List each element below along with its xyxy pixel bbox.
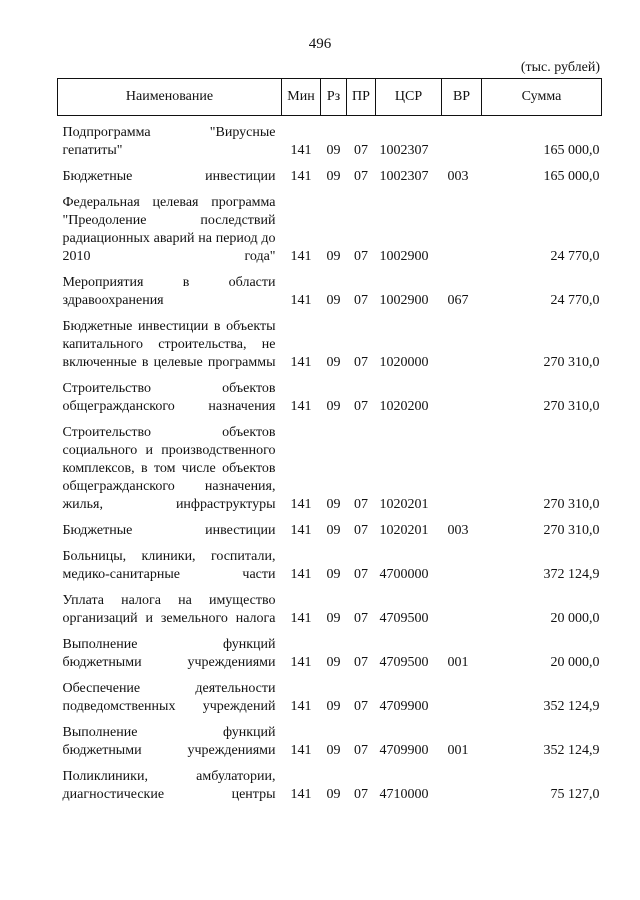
header-min: Мин (282, 79, 321, 116)
row-name: Строительство объектов социального и производственного комплексов, в том числе объектов общегражданского назначения, жилья, инфраструктуры (62, 425, 276, 512)
row-pr: 07 (354, 655, 368, 670)
row-min: 141 (290, 497, 312, 512)
row-name: Федеральная целевая программа "Преодоление последствий радиационных аварий на период до 2010 года" (62, 195, 276, 264)
row-csr: 1020201 (379, 523, 429, 538)
units-label: (тыс. рублей) (520, 60, 600, 75)
row-sum: 270 310,0 (543, 355, 600, 370)
row-csr: 1020000 (379, 355, 429, 370)
table-row (58, 680, 602, 716)
header-vr: ВР (442, 79, 482, 116)
row-rz: 09 (326, 143, 341, 158)
row-vr: 003 (447, 523, 469, 538)
row-pr: 07 (354, 523, 368, 538)
row-rz: 09 (326, 655, 341, 670)
row-csr: 1020201 (379, 497, 429, 512)
row-sum: 75 127,0 (550, 787, 600, 802)
row-min: 141 (290, 699, 312, 714)
row-csr: 4709500 (379, 655, 429, 670)
row-pr: 07 (354, 699, 368, 714)
row-rz: 09 (326, 399, 341, 414)
row-vr: 067 (447, 293, 469, 308)
page-number: 496 (308, 36, 332, 52)
row-csr: 1002900 (379, 293, 429, 308)
row-sum: 24 770,0 (550, 293, 600, 308)
row-csr: 1002307 (379, 143, 429, 158)
row-min: 141 (290, 355, 312, 370)
header-pr: ПР (347, 79, 376, 116)
row-vr (442, 424, 482, 514)
table-row (58, 124, 602, 160)
table-row (58, 522, 602, 540)
row-rz: 09 (326, 743, 341, 758)
row-pr: 07 (354, 567, 368, 582)
row-pr: 07 (354, 169, 368, 184)
row-vr: 001 (447, 655, 469, 670)
row-min: 141 (290, 567, 312, 582)
row-pr: 07 (354, 249, 368, 264)
table-row (58, 636, 602, 672)
row-pr: 07 (354, 611, 368, 626)
budget-table (57, 78, 602, 804)
row-rz: 09 (326, 787, 341, 802)
row-rz: 09 (326, 567, 341, 582)
row-csr: 4700000 (379, 567, 429, 582)
row-csr: 4709500 (379, 611, 429, 626)
table-header (58, 79, 602, 116)
row-sum: 165 000,0 (543, 169, 600, 184)
row-name: Бюджетные инвестиции в объекты капитального строительства, не включенные в целевые программы (62, 319, 276, 370)
row-sum: 270 310,0 (543, 497, 600, 512)
table-row (58, 274, 602, 310)
row-csr: 1002307 (379, 169, 429, 184)
row-csr: 4710000 (379, 787, 429, 802)
table-row (58, 194, 602, 266)
row-rz: 09 (326, 699, 341, 714)
row-pr: 07 (354, 355, 368, 370)
table-row (58, 168, 602, 186)
row-name: Поликлиники, амбулатории, диагностические центры (62, 769, 276, 802)
row-vr (442, 680, 482, 716)
row-pr: 07 (354, 497, 368, 512)
row-csr: 4709900 (379, 743, 429, 758)
row-pr: 07 (354, 743, 368, 758)
row-min: 141 (290, 655, 312, 670)
row-sum: 24 770,0 (550, 249, 600, 264)
row-name: Выполнение функций бюджетными учреждениями (62, 637, 276, 670)
table-row (58, 318, 602, 372)
row-sum: 20 000,0 (550, 611, 600, 626)
row-min: 141 (290, 787, 312, 802)
row-min: 141 (290, 523, 312, 538)
header-name: Наименование (58, 79, 282, 116)
header-sum: Сумма (482, 79, 602, 116)
row-name: Уплата налога на имущество организаций и земельного налога (62, 593, 276, 626)
row-rz: 09 (326, 355, 341, 370)
row-csr: 1002900 (379, 249, 429, 264)
row-pr: 07 (354, 787, 368, 802)
row-min: 141 (290, 743, 312, 758)
row-vr: 001 (447, 743, 469, 758)
table-row (58, 768, 602, 804)
header-csr: ЦСР (376, 79, 442, 116)
table-row (58, 592, 602, 628)
row-sum: 270 310,0 (543, 399, 600, 414)
row-vr (442, 124, 482, 160)
header-rz: Рз (321, 79, 347, 116)
row-vr (442, 592, 482, 628)
row-min: 141 (290, 169, 312, 184)
row-name: Подпрограмма "Вирусные гепатиты" (62, 125, 276, 158)
table-row (58, 724, 602, 760)
row-name: Строительство объектов общегражданского назначения (62, 381, 276, 414)
row-vr (442, 194, 482, 266)
table-row (58, 424, 602, 514)
row-sum: 20 000,0 (550, 655, 600, 670)
row-csr: 1020200 (379, 399, 429, 414)
row-name: Мероприятия в области здравоохранения (62, 275, 276, 308)
row-rz: 09 (326, 611, 341, 626)
row-rz: 09 (326, 169, 341, 184)
row-sum: 352 124,9 (543, 699, 600, 714)
row-name: Обеспечение деятельности подведомственных учреждений (62, 681, 276, 714)
row-min: 141 (290, 399, 312, 414)
row-vr (442, 318, 482, 372)
row-vr (442, 768, 482, 804)
row-min: 141 (290, 143, 312, 158)
row-min: 141 (290, 249, 312, 264)
row-rz: 09 (326, 523, 341, 538)
row-vr (442, 548, 482, 584)
row-sum: 165 000,0 (543, 143, 600, 158)
row-rz: 09 (326, 249, 341, 264)
table-body (58, 116, 602, 805)
table-row (58, 380, 602, 416)
row-name: Выполнение функций бюджетными учреждениями (62, 725, 276, 758)
row-name: Бюджетные инвестиции (62, 523, 276, 538)
row-min: 141 (290, 611, 312, 626)
row-rz: 09 (326, 497, 341, 512)
row-sum: 372 124,9 (543, 567, 600, 582)
row-sum: 270 310,0 (543, 523, 600, 538)
row-name: Больницы, клиники, госпитали, медико-санитарные части (62, 549, 276, 582)
table-row (58, 548, 602, 584)
row-vr (442, 380, 482, 416)
row-name: Бюджетные инвестиции (62, 169, 276, 184)
row-min: 141 (290, 293, 312, 308)
row-pr: 07 (354, 293, 368, 308)
row-vr: 003 (447, 169, 469, 184)
row-csr: 4709900 (379, 699, 429, 714)
row-pr: 07 (354, 143, 368, 158)
row-rz: 09 (326, 293, 341, 308)
row-pr: 07 (354, 399, 368, 414)
row-sum: 352 124,9 (543, 743, 600, 758)
